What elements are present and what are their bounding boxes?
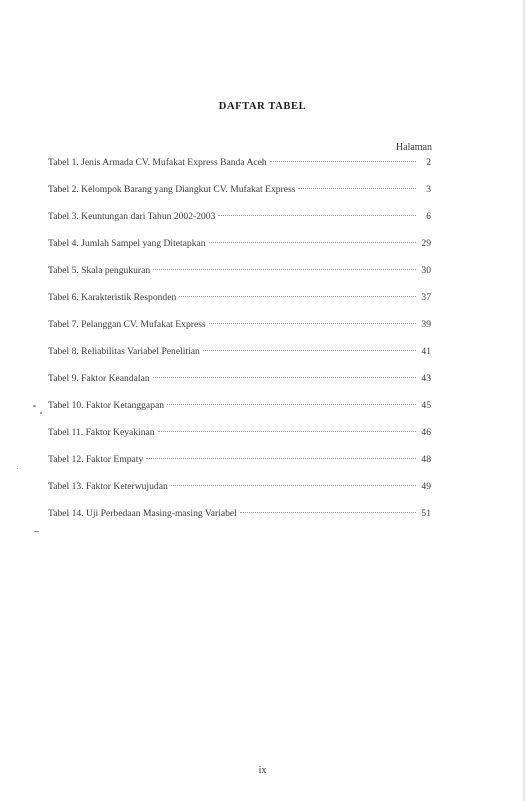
dot-leader [167, 404, 416, 405]
toc-entry [48, 346, 431, 373]
toc-entry-page: 51 [421, 508, 431, 519]
page-column-header: Halaman [395, 142, 432, 153]
dot-leader [153, 377, 416, 378]
toc-entry [48, 265, 431, 292]
toc-entry-page: 6 [426, 211, 431, 222]
toc-entry-page: 2 [426, 157, 431, 168]
toc-entry-label: Tabel 6. Karakteristik Responden [48, 292, 177, 303]
dot-leader [146, 458, 416, 459]
toc-entry-page: 46 [421, 427, 431, 438]
toc-entry [48, 373, 431, 400]
dot-leader [209, 323, 416, 324]
toc-entry [48, 292, 431, 319]
page-number: ix [258, 765, 267, 776]
dot-leader [298, 188, 416, 189]
toc-entry-label: Tabel 5. Skala pengukuran [48, 265, 151, 276]
toc-entry-label: Tabel 11. Faktor Keyakinan [48, 427, 155, 438]
toc-entry-page: 43 [421, 373, 431, 384]
toc-entry [48, 184, 431, 211]
toc-entry [48, 238, 431, 265]
dot-leader [203, 350, 416, 351]
toc-entry-label: Tabel 13. Faktor Keterwujudan [48, 481, 168, 492]
toc-entry [48, 508, 431, 535]
dot-leader [209, 242, 416, 243]
scan-speck [40, 412, 42, 414]
toc-entry [48, 427, 431, 454]
toc-entry [48, 454, 431, 481]
toc-entry-label: Tabel 2. Kelompok Barang yang Diangkut CV. Mufakat Express [48, 184, 296, 195]
toc-entry-label: Tabel 12. Faktor Empaty [48, 454, 144, 465]
toc-entry [48, 319, 431, 346]
toc-entry-page: 37 [421, 292, 431, 303]
toc-entry-page: 41 [421, 346, 431, 357]
toc-entry-page: 29 [421, 238, 431, 249]
toc-entry-label: Tabel 8. Reliabilitas Variabel Penelitian [48, 346, 200, 357]
toc-entry-page: 48 [421, 454, 431, 465]
dot-leader [153, 269, 416, 270]
toc-entry-label: Tabel 9. Faktor Keandalan [48, 373, 150, 384]
dot-leader [270, 161, 416, 162]
toc-entry [48, 481, 431, 508]
toc-entry-label: Tabel 14. Uji Perbedaan Masing-masing Variabel [48, 508, 237, 519]
toc-entry-label: Tabel 3. Keuntungan dari Tahun 2002-2003 [48, 211, 216, 222]
toc-entry-label: Tabel 10. Faktor Ketanggapan [48, 400, 165, 411]
toc-entry-label: Tabel 7. Pelanggan CV. Mufakat Express [48, 319, 206, 330]
scan-speck [34, 531, 39, 532]
dot-leader [171, 485, 416, 486]
dot-leader [158, 431, 416, 432]
toc-entry-page: 39 [421, 319, 431, 330]
toc-entry [48, 157, 431, 184]
scan-speck [33, 405, 36, 407]
toc-entry-page: 30 [421, 265, 431, 276]
table-of-contents [48, 157, 431, 535]
page-title: DAFTAR TABEL [218, 101, 307, 112]
dot-leader [179, 296, 416, 297]
scan-speck [17, 468, 18, 469]
toc-entry-page: 49 [421, 481, 431, 492]
toc-entry [48, 400, 431, 427]
toc-entry [48, 211, 431, 238]
toc-entry-label: Tabel 1. Jenis Armada CV. Mufakat Express Banda Aceh [48, 157, 267, 168]
dot-leader [240, 512, 416, 513]
toc-entry-label: Tabel 4. Jumlah Sampel yang Ditetapkan [48, 238, 206, 249]
toc-entry-page: 45 [421, 400, 431, 411]
toc-entry-page: 3 [426, 184, 431, 195]
dot-leader [218, 215, 416, 216]
